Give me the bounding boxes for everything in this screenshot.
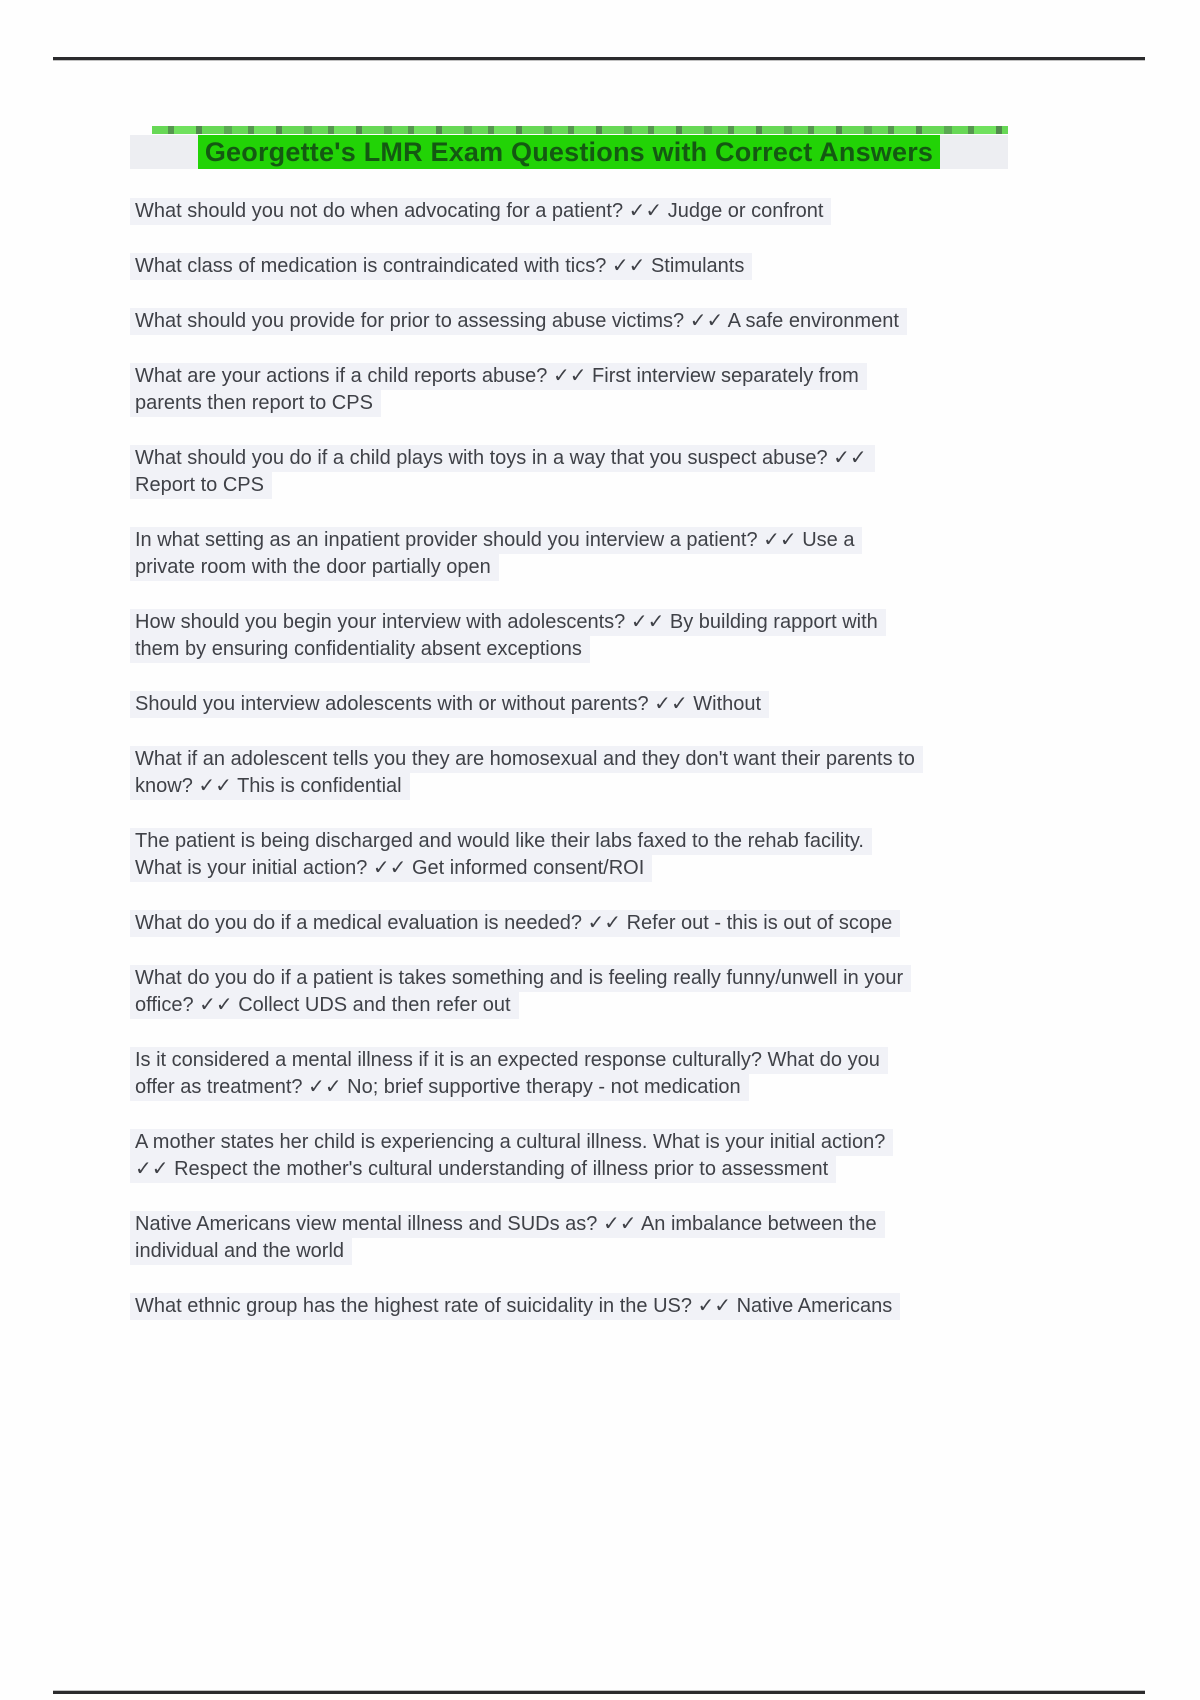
qa-line [135, 691, 1145, 718]
qa-line [135, 472, 1145, 499]
qa-line-text: Is it considered a mental illness if it is an expected response culturally? What do you [130, 1047, 888, 1074]
qa-paragraph [135, 363, 1145, 417]
qa-line [135, 1293, 1145, 1320]
qa-line [135, 308, 1145, 335]
qa-line-text: Native Americans view mental illness and SUDs as? ✓✓ An imbalance between the [130, 1211, 885, 1238]
qa-line-text: them by ensuring confidentiality absent exceptions [130, 636, 590, 663]
qa-line-text: The patient is being discharged and would like their labs faxed to the rehab facility. [130, 828, 872, 855]
qa-paragraph [135, 527, 1145, 581]
qa-line-text: know? ✓✓ This is confidential [130, 773, 410, 800]
qa-paragraph [135, 198, 1145, 225]
qa-line-text: In what setting as an inpatient provider should you interview a patient? ✓✓ Use a [130, 527, 862, 554]
qa-line-text: offer as treatment? ✓✓ No; brief supportive therapy - not medication [130, 1074, 749, 1101]
qa-line [135, 1238, 1145, 1265]
qa-paragraph [135, 253, 1145, 280]
qa-paragraph [135, 965, 1145, 1019]
qa-line [135, 855, 1145, 882]
qa-line-text: office? ✓✓ Collect UDS and then refer out [130, 992, 519, 1019]
qa-line-text: What should you do if a child plays with toys in a way that you suspect abuse? ✓✓ [130, 445, 875, 472]
title-highlight-artifact [152, 126, 1008, 134]
qa-paragraph [135, 609, 1145, 663]
qa-line [135, 773, 1145, 800]
qa-paragraph [135, 746, 1145, 800]
qa-line-text: What ethnic group has the highest rate of suicidality in the US? ✓✓ Native Americans [130, 1293, 900, 1320]
qa-list [135, 198, 1145, 1348]
qa-paragraph [135, 1293, 1145, 1320]
qa-paragraph [135, 910, 1145, 937]
qa-line-text: What class of medication is contraindicated with tics? ✓✓ Stimulants [130, 253, 752, 280]
qa-line-text: individual and the world [130, 1238, 352, 1265]
qa-line [135, 828, 1145, 855]
qa-line-text: Should you interview adolescents with or without parents? ✓✓ Without [130, 691, 769, 718]
qa-line [135, 1074, 1145, 1101]
qa-line-text: What are your actions if a child reports abuse? ✓✓ First interview separately from [130, 363, 867, 390]
qa-line [135, 1211, 1145, 1238]
page-bottom-rule [53, 1691, 1145, 1694]
qa-line-text: What should you not do when advocating for a patient? ✓✓ Judge or confront [130, 198, 831, 225]
qa-line [135, 992, 1145, 1019]
qa-line [135, 609, 1145, 636]
title-strip [130, 135, 1008, 169]
qa-line-text: What if an adolescent tells you they are homosexual and they don't want their parents to [130, 746, 923, 773]
qa-line-text: private room with the door partially open [130, 554, 499, 581]
qa-line-text: What do you do if a patient is takes something and is feeling really funny/unwell in your [130, 965, 911, 992]
qa-paragraph [135, 691, 1145, 718]
qa-line [135, 363, 1145, 390]
qa-line [135, 1156, 1145, 1183]
qa-line-text: What is your initial action? ✓✓ Get informed consent/ROI [130, 855, 652, 882]
qa-line-text: parents then report to CPS [130, 390, 381, 417]
qa-line [135, 253, 1145, 280]
qa-paragraph [135, 308, 1145, 335]
qa-paragraph [135, 445, 1145, 499]
qa-line [135, 554, 1145, 581]
qa-paragraph [135, 1211, 1145, 1265]
qa-line [135, 910, 1145, 937]
qa-line [135, 445, 1145, 472]
qa-line-text: How should you begin your interview with adolescents? ✓✓ By building rapport with [130, 609, 886, 636]
qa-line [135, 527, 1145, 554]
page-title: Georgette's LMR Exam Questions with Correct Answers [198, 135, 940, 169]
qa-line [135, 746, 1145, 773]
qa-paragraph [135, 1129, 1145, 1183]
qa-line [135, 198, 1145, 225]
qa-paragraph [135, 1047, 1145, 1101]
qa-line [135, 390, 1145, 417]
page-top-rule [53, 57, 1145, 60]
qa-line-text: ✓✓ Respect the mother's cultural understanding of illness prior to assessment [130, 1156, 836, 1183]
qa-line-text: A mother states her child is experiencing a cultural illness. What is your initial action? [130, 1129, 893, 1156]
qa-line [135, 1129, 1145, 1156]
qa-line [135, 965, 1145, 992]
qa-line [135, 636, 1145, 663]
qa-line-text: Report to CPS [130, 472, 272, 499]
qa-line [135, 1047, 1145, 1074]
qa-line-text: What do you do if a medical evaluation is needed? ✓✓ Refer out - this is out of scope [130, 910, 900, 937]
qa-paragraph [135, 828, 1145, 882]
qa-line-text: What should you provide for prior to assessing abuse victims? ✓✓ A safe environment [130, 308, 907, 335]
